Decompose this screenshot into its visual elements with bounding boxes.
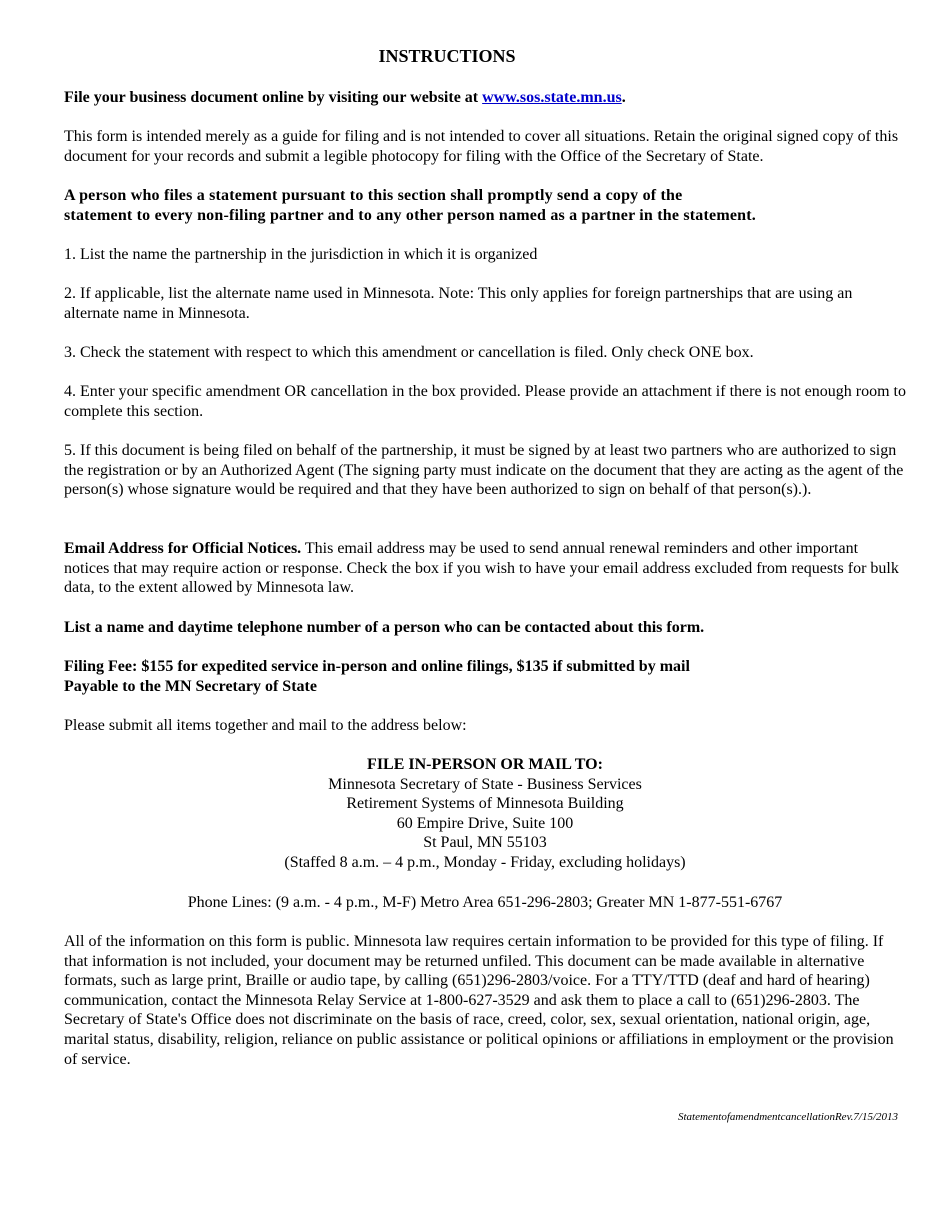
filing-fee-line: Filing Fee: $155 for expedited service in-person and online filings, $135 if submitted by mail xyxy=(64,658,690,675)
step-4: 4. Enter your specific amendment OR cancellation in the box provided. Please provide an attachment if there is not enough room to complete this section. xyxy=(64,383,906,420)
online-filing-suffix: . xyxy=(621,89,626,106)
contact-paragraph: List a name and daytime telephone number of a person who can be contacted about this form. xyxy=(64,619,705,636)
step-5: 5. If this document is being filed on behalf of the partnership, it must be signed by at least two partners who are authorized to sign the registration or by an Authorized Agent (The signing party must indicate on the document that they are acting as the agent of the person(s) whose signature would be required and that they have been authorized to sign on behalf of that person(s).). xyxy=(64,442,904,499)
mailing-line-office: Minnesota Secretary of State - Business Services xyxy=(328,775,642,793)
intro-paragraph: This form is intended merely as a guide for filing and is not intended to cover all situations. Retain the original signed copy of this document for your records and submit a legible photocopy for filing with the Office of the Secretary of State. xyxy=(64,128,899,165)
payable-to-line: Payable to the MN Secretary of State xyxy=(64,677,317,695)
form-revision-code: StatementofamendmentcancellationRev.7/15/2013 xyxy=(677,1111,898,1123)
step-2: 2. If applicable, list the alternate name used in Minnesota. Note: This only applies for foreign partnerships that are using an alternate name in Minnesota. xyxy=(64,285,853,322)
email-heading: Email Address for Official Notices. xyxy=(64,540,302,557)
filing-fee-paragraph xyxy=(64,657,906,696)
partner-notice-paragraph xyxy=(64,186,906,225)
mailing-address-block xyxy=(64,755,906,873)
public-information-paragraph: All of the information on this form is public. Minnesota law requires certain information to be provided for this type of filing. If that information is not included, your document may be returned unfiled. This document can be made available in alternative formats, such as large print, Braille or audio tape, by calling (651)296-2803/voice. For a TTY/TTD (deaf and hard of hearing) communication, contact the Minnesota Relay Service at 1-800-627-3529 and ask them to place a call to (651)296-2803. The Secretary of State's Office does not discriminate on the basis of race, creed, color, sex, sexual orientation, national origin, age, marital status, disability, religion, reliance on public assistance or political opinions or affiliations in employment or the provision of service. xyxy=(64,933,894,1068)
step-3: 3. Check the statement with respect to which this amendment or cancellation is filed. Only check ONE box. xyxy=(64,344,754,361)
partner-notice-line-2: statement to every non-filing partner and to any other person named as a partner in the statement. xyxy=(64,206,756,224)
mailing-line-city: St Paul, MN 55103 xyxy=(423,834,547,852)
page-title: INSTRUCTIONS xyxy=(378,46,516,66)
mailing-line-street: 60 Empire Drive, Suite 100 xyxy=(396,814,574,832)
step-1: 1. List the name the partnership in the jurisdiction in which it is organized xyxy=(64,246,538,263)
partner-notice-line-1: A person who files a statement pursuant to this section shall promptly send a copy of the xyxy=(64,187,683,204)
mailing-line-building: Retirement Systems of Minnesota Building xyxy=(346,795,624,813)
mailing-line-hours: (Staffed 8 a.m. – 4 p.m., Monday - Friday, excluding holidays) xyxy=(284,853,686,871)
mailing-heading: FILE IN-PERSON OR MAIL TO: xyxy=(367,756,603,773)
phone-lines: Phone Lines: (9 a.m. - 4 p.m., M-F) Metro Area 651-296-2803; Greater MN 1-877-551-6767 xyxy=(187,894,783,911)
submit-paragraph: Please submit all items together and mail to the address below: xyxy=(64,717,467,734)
email-paragraph xyxy=(64,539,906,598)
email-body: This email address may be used to send annual renewal reminders and other important notices that may require action or response. Check the box if you wish to have your email address excluded from requests for bulk data, to the extent allowed by Minnesota law. xyxy=(64,540,899,597)
online-filing-prefix: File your business document online by visiting our website at xyxy=(64,89,483,106)
website-link[interactable]: www.sos.state.mn.us xyxy=(482,89,622,106)
online-filing-paragraph xyxy=(64,88,906,108)
